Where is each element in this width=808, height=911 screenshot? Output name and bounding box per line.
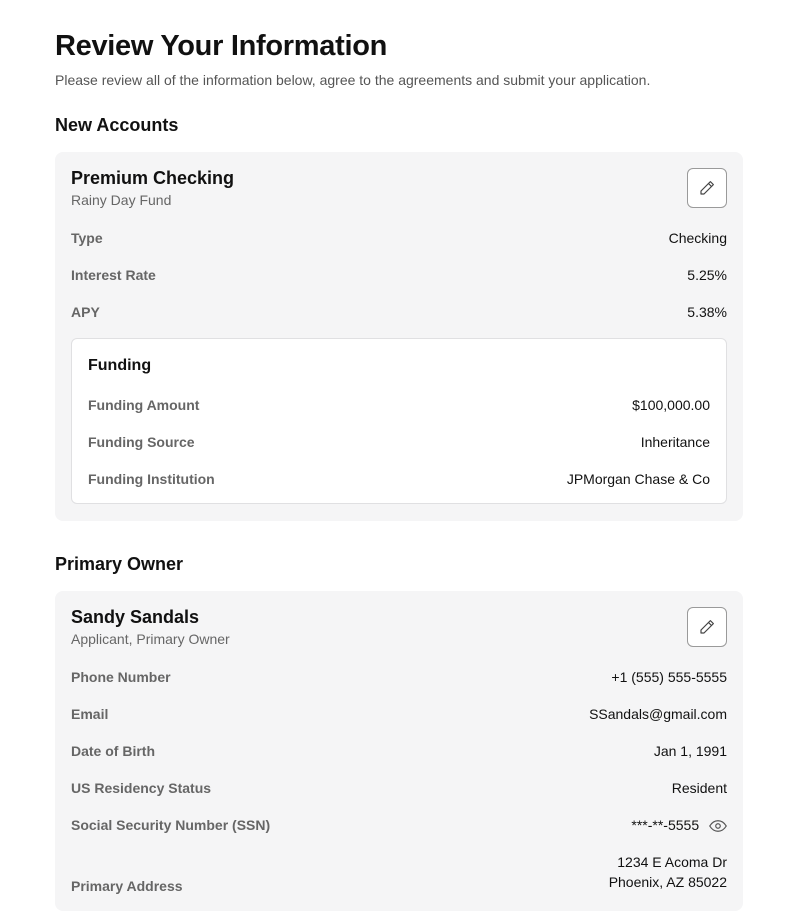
- account-header: [71, 168, 234, 208]
- account-name: Premium Checking: [71, 168, 235, 188]
- pencil-icon: [698, 618, 716, 636]
- edit-owner-button[interactable]: [687, 607, 727, 647]
- field-label: Funding Source: [88, 434, 195, 450]
- field-value: ***-**-5555: [631, 816, 700, 833]
- field-label: Interest Rate: [71, 267, 156, 283]
- field-label: Email: [71, 706, 109, 722]
- funding-source-row: [88, 432, 710, 452]
- dob-row: [71, 741, 727, 761]
- page-title: Review Your Information: [55, 30, 388, 62]
- field-value: Resident: [671, 780, 727, 796]
- ssn-value: [631, 817, 727, 833]
- field-label: Phone Number: [71, 669, 171, 685]
- phone-row: [71, 667, 727, 687]
- new-accounts-heading: New Accounts: [55, 115, 179, 135]
- ssn-row: [71, 815, 727, 835]
- address-line-2: Phoenix, AZ 85022: [608, 874, 727, 890]
- address-value: [609, 852, 727, 892]
- residency-row: [71, 778, 727, 798]
- interest-rate-row: [71, 265, 727, 285]
- account-type-row: [71, 228, 727, 248]
- address-line-1: 1234 E Acoma Dr: [617, 854, 727, 870]
- field-value: JPMorgan Chase & Co: [566, 471, 710, 487]
- field-value: 5.25%: [687, 267, 727, 283]
- field-value: 5.38%: [687, 304, 727, 320]
- field-value: Jan 1, 1991: [653, 743, 727, 759]
- edit-account-button[interactable]: [687, 168, 727, 208]
- field-label: Funding Institution: [88, 471, 215, 487]
- apy-row: [71, 302, 727, 322]
- funding-amount-row: [88, 395, 710, 415]
- field-value: Checking: [668, 230, 727, 246]
- primary-owner-heading: Primary Owner: [55, 554, 184, 574]
- field-label: Funding Amount: [88, 397, 200, 413]
- field-value: $100,000.00: [632, 397, 710, 413]
- account-nickname: Rainy Day Fund: [71, 192, 172, 208]
- field-value: +1 (555) 555-5555: [611, 669, 727, 685]
- funding-title: Funding: [88, 357, 152, 374]
- owner-name: Sandy Sandals: [71, 607, 200, 627]
- pencil-icon: [698, 179, 716, 197]
- field-value: SSandals@gmail.com: [589, 706, 727, 722]
- eye-icon[interactable]: [709, 819, 727, 833]
- address-row: [71, 852, 727, 896]
- funding-institution-row: [88, 469, 710, 489]
- field-label: Type: [71, 230, 103, 246]
- field-value: Inheritance: [640, 434, 710, 450]
- owner-card: [55, 591, 743, 911]
- field-label: APY: [71, 304, 100, 320]
- owner-header: [71, 607, 230, 647]
- field-label: Date of Birth: [71, 743, 155, 759]
- field-label: Primary Address: [71, 878, 183, 894]
- field-label: Social Security Number (SSN): [71, 817, 271, 833]
- field-label: US Residency Status: [71, 780, 212, 796]
- owner-roles: Applicant, Primary Owner: [71, 631, 230, 647]
- email-row: [71, 704, 727, 724]
- page-subtitle: Please review all of the information below, agree to the agreements and submit your application.: [55, 72, 651, 88]
- funding-panel: [71, 338, 727, 504]
- account-card: [55, 152, 743, 521]
